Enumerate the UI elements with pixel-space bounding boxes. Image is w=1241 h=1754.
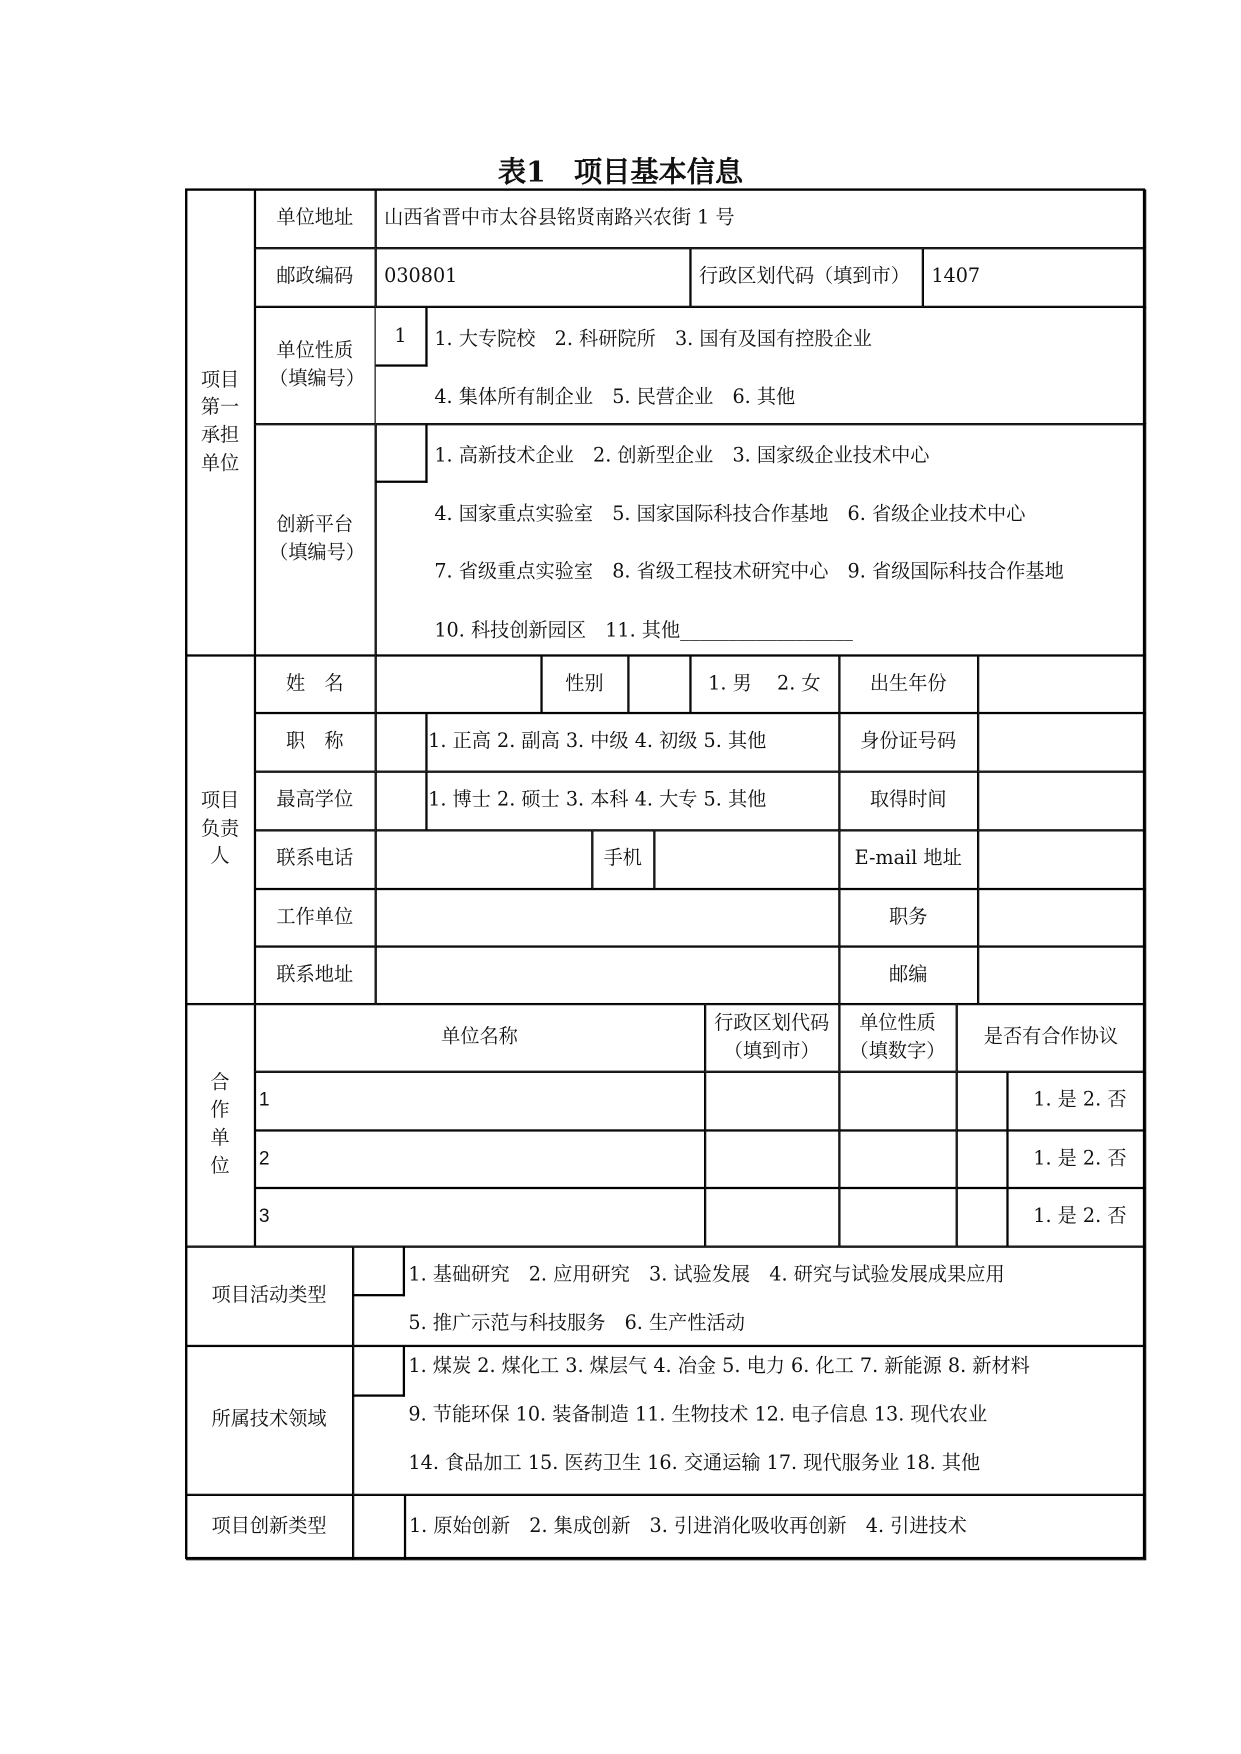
partner-agreement-field[interactable] — [956, 1071, 1007, 1130]
degree-field[interactable] — [375, 771, 426, 830]
partner-nature-field[interactable] — [839, 1187, 956, 1246]
partner-nature-field[interactable] — [839, 1071, 956, 1130]
name-field[interactable] — [375, 655, 541, 713]
partner-agreement-field[interactable] — [956, 1130, 1007, 1188]
position-field[interactable] — [978, 888, 1146, 946]
nature-options-line: 1. 大专院校 2. 科研院所 3. 国有及国有控股企业 — [434, 328, 872, 351]
gender-label: 性别 — [541, 655, 628, 713]
birth-year-field[interactable] — [978, 655, 1146, 713]
platform-options-line: 10. 科技创新园区 11. 其他__________________ — [434, 619, 853, 642]
phone-label: 联系电话 — [254, 830, 375, 889]
innovation-options: 1. 原始创新 2. 集成创新 3. 引进消化吸收再创新 4. 引进技术 — [404, 1494, 1145, 1559]
leader-group-label: 项目负责人 — [186, 655, 255, 1004]
work-unit-field[interactable] — [375, 888, 839, 946]
partner-nature-field[interactable] — [839, 1130, 956, 1188]
partner-name-header: 单位名称 — [254, 1004, 704, 1072]
activity-code-field[interactable] — [353, 1247, 405, 1297]
phone-field[interactable] — [375, 830, 592, 889]
partner-agreement-field[interactable] — [956, 1187, 1007, 1246]
email-field[interactable] — [978, 830, 1146, 889]
partner-name-field[interactable]: 1 — [254, 1071, 704, 1130]
title-field[interactable] — [375, 712, 426, 771]
email-label: E-mail 地址 — [839, 830, 978, 889]
activity-options-line: 5. 推广示范与科技服务 6. 生产性活动 — [408, 1312, 745, 1335]
gender-field[interactable] — [628, 655, 690, 713]
partner-agreement-header: 是否有合作协议 — [956, 1004, 1146, 1072]
platform-code-field[interactable] — [376, 424, 428, 483]
innovation-label: 项目创新类型 — [186, 1494, 353, 1559]
work-unit-label: 工作单位 — [254, 888, 375, 946]
name-label: 姓 名 — [254, 655, 375, 713]
tech-options-line: 14. 食品加工 15. 医药卫生 16. 交通运输 17. 现代服务业 18. 其他 — [408, 1451, 981, 1475]
activity-options-line: 1. 基础研究 2. 应用研究 3. 试验发展 4. 研究与试验发展成果应用 — [408, 1263, 1005, 1287]
nature-options-line: 4. 集体所有制企业 5. 民营企业 6. 其他 — [434, 385, 796, 409]
partner-region-field[interactable] — [705, 1187, 839, 1246]
tech-options-line: 1. 煤炭 2. 煤化工 3. 煤层气 4. 冶金 5. 电力 6. 化工 7. 新能源 8. 新材料 — [408, 1354, 1030, 1378]
degree-options: 1. 博士 2. 硕士 3. 本科 4. 大专 5. 其他 — [426, 771, 839, 830]
birth-year-label: 出生年份 — [839, 655, 978, 713]
title-label: 职 称 — [254, 712, 375, 771]
contact-address-label: 联系地址 — [254, 946, 375, 1004]
tech-label: 所属技术领域 — [186, 1345, 353, 1494]
partner-nature-header: 单位性质（填数字） — [839, 1004, 956, 1072]
tech-options-line: 9. 节能环保 10. 装备制造 11. 生物技术 12. 电子信息 13. 现代农业 — [408, 1403, 988, 1427]
gender-options: 1. 男 2. 女 — [690, 655, 839, 713]
address-label: 单位地址 — [254, 189, 375, 248]
degree-time-field[interactable] — [978, 771, 1146, 830]
partner-region-header: 行政区划代码（填到市） — [705, 1004, 839, 1072]
innovation-code-field[interactable] — [353, 1494, 405, 1559]
partner-agreement-options: 1. 是 2. 否 — [1007, 1071, 1146, 1130]
page-title: 表1 项目基本信息 — [497, 155, 744, 189]
id-number-field[interactable] — [978, 712, 1146, 771]
position-label: 职务 — [839, 888, 978, 946]
platform-options-line: 7. 省级重点实验室 8. 省级工程技术研究中心 9. 省级国际科技合作基地 — [434, 560, 1064, 584]
platform-options-line: 4. 国家重点实验室 5. 国家国际科技合作基地 6. 省级企业技术中心 — [434, 503, 1026, 526]
contact-address-field[interactable] — [375, 946, 839, 1004]
partner-agreement-options: 1. 是 2. 否 — [1007, 1130, 1146, 1188]
title-options: 1. 正高 2. 副高 3. 中级 4. 初级 5. 其他 — [426, 712, 839, 771]
region-code-label: 行政区划代码（填到市） — [690, 248, 922, 307]
partner-region-field[interactable] — [705, 1130, 839, 1188]
zip-field[interactable] — [978, 946, 1146, 1004]
mobile-label: 手机 — [592, 830, 654, 889]
degree-time-label: 取得时间 — [839, 771, 978, 830]
region-code-field[interactable]: 1407 — [922, 248, 1145, 307]
platform-label: 创新平台（填编号） — [254, 424, 375, 655]
partner-name-field[interactable]: 2 — [254, 1130, 704, 1188]
tech-code-field[interactable] — [353, 1346, 405, 1397]
partner-agreement-options: 1. 是 2. 否 — [1007, 1187, 1146, 1246]
nature-code-field[interactable]: 1 — [376, 307, 428, 367]
activity-label: 项目活动类型 — [186, 1246, 353, 1345]
zip-label: 邮编 — [839, 946, 978, 1004]
partner-region-field[interactable] — [705, 1071, 839, 1130]
degree-label: 最高学位 — [254, 771, 375, 830]
postcode-field[interactable]: 030801 — [375, 248, 690, 307]
mobile-field[interactable] — [654, 830, 839, 889]
partner-name-field[interactable]: 3 — [254, 1187, 704, 1246]
unit-group-label: 项目第一承担单位 — [186, 189, 255, 655]
nature-label: 单位性质（填编号） — [254, 306, 375, 423]
postcode-label: 邮政编码 — [254, 248, 375, 307]
platform-options-line: 1. 高新技术企业 2. 创新型企业 3. 国家级企业技术中心 — [434, 444, 930, 468]
partners-group-label: 合作单位 — [186, 1004, 255, 1247]
address-field[interactable]: 山西省晋中市太谷县铭贤南路兴农街 1 号 — [375, 189, 1146, 248]
id-number-label: 身份证号码 — [839, 712, 978, 771]
